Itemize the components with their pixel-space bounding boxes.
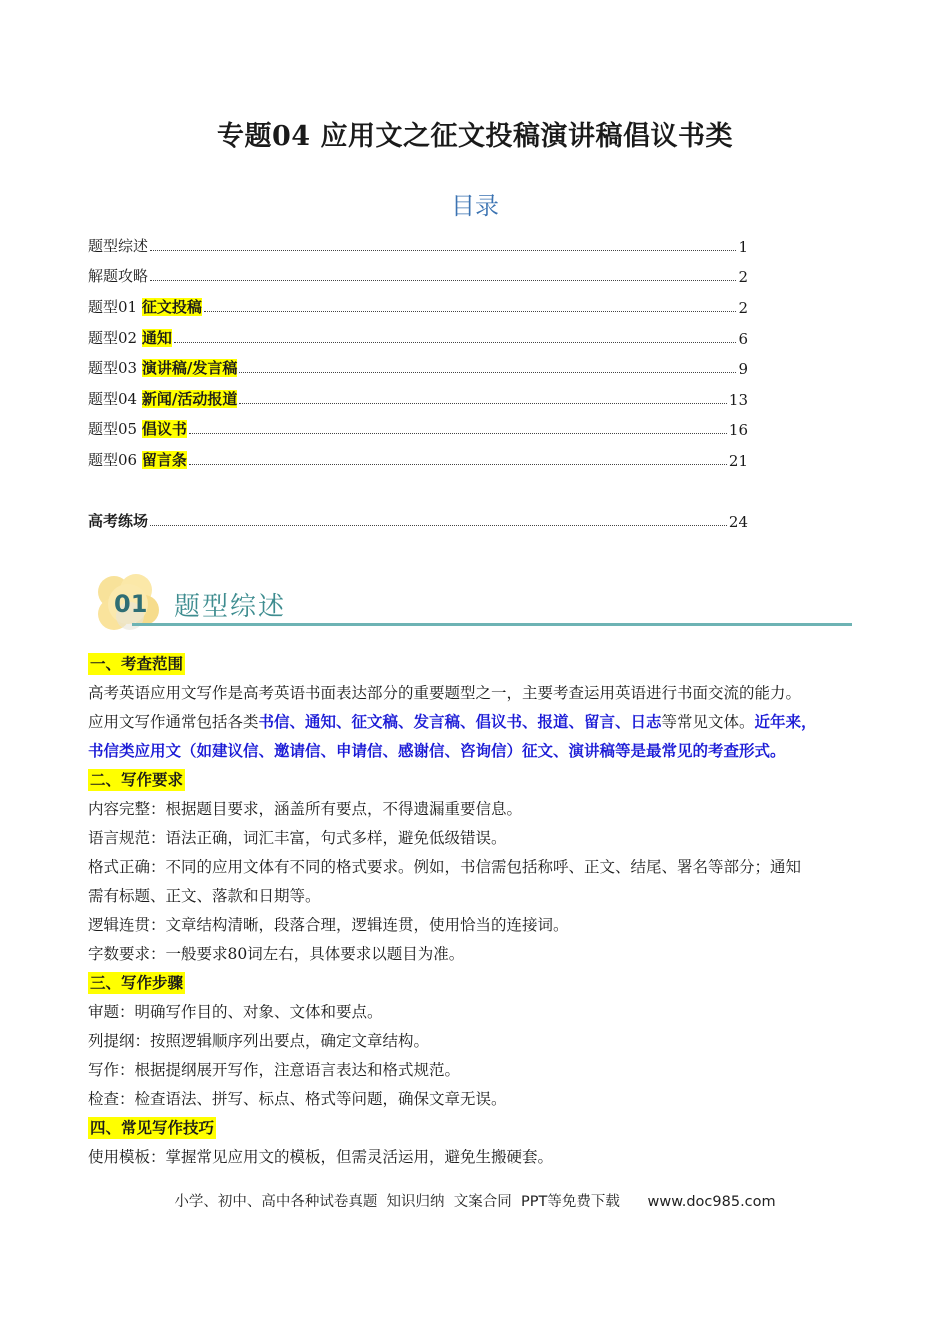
paragraph-line: 内容完整：根据题目要求，涵盖所有要点，不得遗漏重要信息。 bbox=[88, 800, 523, 818]
paragraph-line: 书信类应用文（如建议信、邀请信、申请信、感谢信、咨询信）征文、演讲稿等是最常见的考查形式。 bbox=[88, 742, 786, 760]
paragraph-line: 逻辑连贯：文章结构清晰，段落合理，逻辑连贯，使用恰当的连接词。 bbox=[88, 916, 569, 934]
banner-underline bbox=[132, 623, 852, 626]
toc-page-number: 2 bbox=[738, 299, 748, 317]
toc-leader bbox=[239, 372, 736, 373]
section-heading: 一、考查范围 bbox=[90, 655, 184, 673]
toc-entry[interactable]: 题型综述 1 bbox=[88, 237, 748, 256]
paragraph-line: 格式正确：不同的应用文体有不同的格式要求。例如，书信需包括称呼、正文、结尾、署名等部分；通知 bbox=[88, 858, 802, 876]
toc-entry[interactable]: 题型06 留言条 21 bbox=[88, 451, 748, 470]
toc-page-number: 6 bbox=[738, 330, 748, 348]
toc-leader bbox=[204, 311, 737, 312]
section-heading: 三、写作步骤 bbox=[90, 974, 184, 992]
toc-highlight: 征文投稿 bbox=[141, 298, 202, 316]
toc-leader bbox=[189, 433, 727, 434]
paragraph-line: 检查：检查语法、拼写、标点、格式等问题，确保文章无误。 bbox=[88, 1090, 507, 1108]
toc-highlight: 演讲稿/发言稿 bbox=[141, 359, 238, 377]
toc-leader bbox=[150, 525, 727, 526]
banner-label: 题型综述 bbox=[174, 592, 287, 622]
toc-page-number: 16 bbox=[728, 421, 748, 439]
section-heading: 二、写作要求 bbox=[90, 771, 184, 789]
toc-page-number: 13 bbox=[728, 391, 748, 409]
page-footer bbox=[0, 1190, 950, 1211]
footer-text: 小学、初中、高中各种试卷真题 知识归纳 文案合同 PPT等免费下载 bbox=[174, 1194, 620, 1210]
toc-leader bbox=[174, 342, 737, 343]
paragraph-line: 高考英语应用文写作是高考英语书面表达部分的重要题型之一，主要考查运用英语进行书面交流的能力。 bbox=[88, 684, 802, 702]
toc-entry[interactable]: 题型04 新闻/活动报道 13 bbox=[88, 390, 748, 409]
paragraph-line: 审题：明确写作目的、对象、文体和要点。 bbox=[88, 1003, 383, 1021]
toc-entry-practice[interactable]: 高考练场 24 bbox=[88, 512, 748, 531]
emphasis-text: 书信、通知、征文稿、发言稿、倡议书、报道、留言、日志 bbox=[258, 713, 662, 731]
paragraph-line: 需有标题、正文、落款和日期等。 bbox=[88, 887, 321, 905]
toc-page-number: 2 bbox=[738, 268, 748, 286]
paragraph-line: 应用文写作通常包括各类书信、通知、征文稿、发言稿、倡议书、报道、留言、日志等常见文体。近年来， bbox=[88, 713, 817, 731]
toc-leader bbox=[239, 403, 727, 404]
toc-highlight: 通知 bbox=[141, 329, 172, 347]
toc-leader bbox=[189, 464, 727, 465]
paragraph-line: 语言规范：语法正确，词汇丰富，句式多样，避免低级错误。 bbox=[88, 829, 507, 847]
section-banner bbox=[92, 566, 854, 642]
toc-page-number: 21 bbox=[728, 452, 748, 470]
toc-highlight: 倡议书 bbox=[141, 420, 187, 438]
toc-entry[interactable]: 题型05 倡议书 16 bbox=[88, 420, 748, 439]
emphasis-text: 近年来， bbox=[754, 713, 817, 731]
toc-page-number: 9 bbox=[738, 360, 748, 378]
toc-entry[interactable]: 题型01 征文投稿 2 bbox=[88, 298, 748, 317]
toc-leader bbox=[150, 250, 736, 251]
document-title: 专题04 应用文之征文投稿演讲稿倡议书类 bbox=[217, 121, 733, 152]
section-heading: 四、常见写作技巧 bbox=[90, 1119, 215, 1137]
footer-website-link[interactable]: www.doc985.com bbox=[647, 1194, 776, 1210]
paragraph-line: 写作：根据提纲展开写作，注意语言表达和格式规范。 bbox=[88, 1061, 461, 1079]
paragraph-line: 列提纲：按照逻辑顺序列出要点，确定文章结构。 bbox=[88, 1032, 430, 1050]
toc-leader bbox=[150, 280, 736, 281]
document-body bbox=[88, 650, 878, 1172]
toc-page-number: 1 bbox=[738, 238, 748, 256]
toc-entry[interactable]: 解题攻略 2 bbox=[88, 267, 748, 286]
banner-number: 01 bbox=[114, 590, 148, 618]
toc-highlight: 留言条 bbox=[141, 451, 187, 469]
paragraph-line: 使用模板：掌握常见应用文的模板，但需灵活运用，避免生搬硬套。 bbox=[88, 1148, 554, 1166]
toc-page-number: 24 bbox=[728, 513, 748, 531]
toc-heading: 目录 bbox=[451, 192, 499, 220]
toc-entry[interactable]: 题型03 演讲稿/发言稿 9 bbox=[88, 359, 748, 378]
toc-highlight: 新闻/活动报道 bbox=[141, 390, 238, 408]
paragraph-line: 字数要求：一般要求80词左右，具体要求以题目为准。 bbox=[88, 945, 465, 963]
toc-entry[interactable]: 题型02 通知 6 bbox=[88, 329, 748, 348]
